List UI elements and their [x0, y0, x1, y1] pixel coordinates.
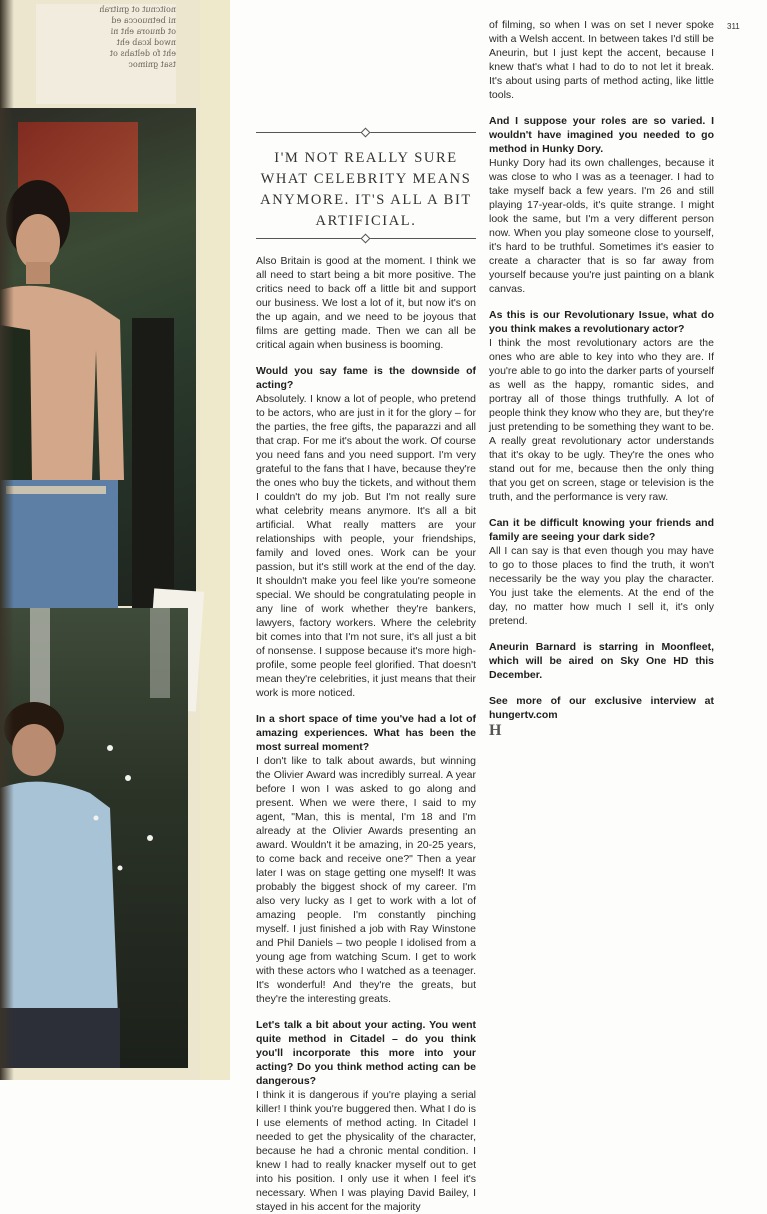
portrait-photo-bottom — [0, 608, 188, 1068]
interview-question: Would you say fame is the downside of acting? — [256, 365, 476, 391]
scrap-line: tsat gnimoc — [128, 60, 176, 69]
figure-in-garden-illustration — [0, 608, 188, 1068]
cream-strip — [200, 0, 230, 1080]
pull-quote — [256, 126, 476, 246]
scrap-line: noitcnut ot gnitrah — [99, 5, 176, 14]
pull-quote-top-rule — [256, 132, 476, 133]
page-number: 311 — [727, 22, 740, 31]
answer-paragraph: I think it is dangerous if you're playing a serial killer! I think you're buggered then. What I do is I use elements of method acting. In Citadel I needed to get the physicality of the character, because he had a chronic mental condition. I knew I had to really knacker myself out to get into his position. I only use it when I feel it's necessary. When I was playing David Bailey, I stayed in his accent for the majority — [256, 1089, 476, 1213]
credits-note: Aneurin Barnard is starring in Moonfleet, which will be aired on Sky One HD this December. — [489, 641, 714, 681]
answer-paragraph: of filming, so when I was on set I never spoke with a Welsh accent. In between takes I'd still be Aneurin, but I just kept the accent, because I knew that's what I had to do to not let it break. It's about using parts of method acting, like little tools. — [489, 19, 714, 101]
pull-quote-text: I'M NOT REALLY SURE WHAT CELEBRITY MEANS ANYMORE. IT'S ALL A BIT ARTIFICIAL. — [260, 150, 472, 229]
scrap-line: ni betnuocca ed — [111, 16, 176, 25]
interview-question: Let's talk a bit about your acting. You went quite method in Citadel – do you think you'll incorporate this more into your acting? Do you think method acting can be dangerous? — [256, 1019, 476, 1087]
diamond-ornament-icon — [361, 128, 371, 138]
answer-paragraph: I don't like to talk about awards, but winning the Olivier Award was incredibly surreal. A year before I won I was asked to go along and present. When we were there, I said to my agent, "Man, this is mental, I'm 18 and I'm already at the Olivier Awards presenting an award. Wouldn't it be amazing, in 20-25 years, to come back and receive one?" Then a year later I was on stage getting one myself! It was probably the biggest shock of my career. I'm also very lucky as I get to work with a lot of amazing people. I'm constantly pinching myself. I just finished a job with Ray Winstone and Phil Daniels – two people I idolised from a young age from watching Scum. I get to work with these actors who I watched as a teenager. It's wonderful! And they're the greats, but they're the interesting greats. — [256, 755, 476, 1005]
article-column-middle — [256, 254, 476, 1214]
diamond-ornament-icon — [361, 234, 371, 244]
shirtless-figure-illustration — [0, 150, 140, 610]
scrap-line: nwod kcab eht — [116, 38, 176, 47]
website-link[interactable]: See more of our exclusive interview at hungertv.com — [489, 695, 714, 721]
interview-question: As this is our Revolutionary Issue, what do you think makes a revolutionary actor? — [489, 309, 714, 335]
answer-paragraph: Hunky Dory had its own challenges, because it was close to who I was as a teenager. I had to take myself back a few years. I'm 26 and still playing 17-year-olds, it's quite strange. I might look the same, but I'm a very different person now. When you play someone close to yourself, it's hard to be truthful. Sometimes it's easier to create a character that is so far away from yourself because you're just painting on a blank canvas. — [489, 157, 714, 295]
scrap-line: eht fo deltahs ot — [109, 49, 176, 58]
interview-question: In a short space of time you've had a lot of amazing experiences. What has been the most surreal moment? — [256, 713, 476, 753]
page-gutter-shadow — [0, 0, 14, 1080]
mirrored-scrap-text — [36, 4, 176, 104]
pull-quote-bottom-rule — [256, 238, 476, 239]
article-column-right — [489, 18, 714, 738]
interview-question: Can it be difficult knowing your friends and family are seeing your dark side? — [489, 517, 714, 543]
hunger-logo-icon: H — [489, 722, 502, 739]
answer-paragraph: Absolutely. I know a lot of people, who pretend to be actors, who are just in it for the glory – for the parties, the free gifts, the paparazzi and all that crap. For me it's about the work. Of course you need fans and you need support. I'm very grateful to the fans that I have, because they're the ones who buy the tickets, and without them I couldn't do my job. But I'm not really sure what celebrity means anymore. It's all a bit artificial. What really matters are your relationships with people, your friendships, family and loved ones. Work can be your passion, but it's still work at the end of the day. It shouldn't make you feel like you're someone special. We should be congratulating people in any line of work whether they're bankers, lawyers, factory workers. Where the celebrity bit comes into that I'm not sure, it's all just a bit of nonsense. I suppose because it's more high-profile, some people feel glorified. That doesn't mean they're celebrities, it just means that their work is more noticed. — [256, 393, 476, 699]
scrap-line: ot dnuora eht ni — [110, 27, 176, 36]
interview-question: And I suppose your roles are so varied. I wouldn't have imagined you needed to go method in Hunky Dory. — [489, 115, 714, 155]
photo-collage — [0, 0, 230, 1080]
answer-paragraph: I think the most revolutionary actors are the ones who are able to key into who they are. If you're able to go into the darker parts of yourself as well as the happy, romantic sides, and portray all of those things truthfully. A lot of people think they know who they are, but they're just pretending to be something they want to be. A really great revolutionary actor understands that it's okay to be ugly. They're the ones who stand out for me, because then the only thing that you get on screen, stage or television is the truth, and the performance is very raw. — [489, 337, 714, 503]
answer-paragraph: All I can say is that even though you may have to go to those places to find the truth, it won't necessarily be the way you play the character. You just take the elements. At the end of the day, no matter how much I sell it, it's only pretend. — [489, 545, 714, 627]
answer-paragraph: Also Britain is good at the moment. I think we all need to start being a bit more positive. The critics need to back off a little bit and support our business. We lost a lot of it, but now it's on the up again, and we need to be joyous that films are getting made. Then we can all be critical again when business is booming. — [256, 255, 476, 351]
